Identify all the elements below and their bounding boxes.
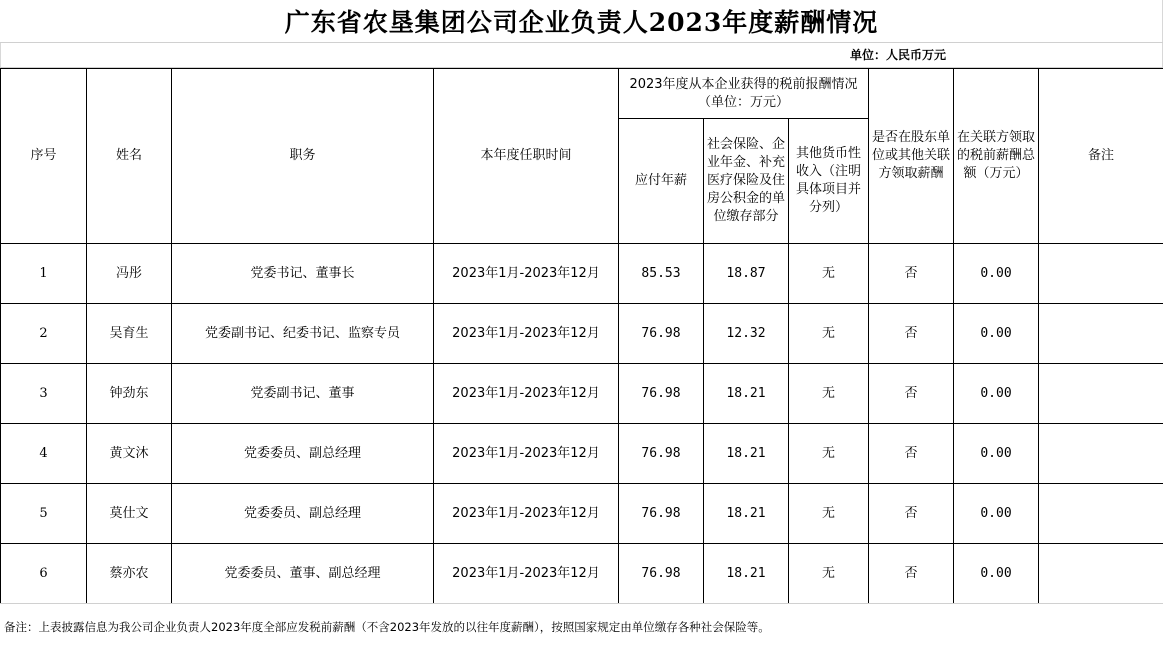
cell-related: 否 xyxy=(869,424,954,484)
cell-seq: 1 xyxy=(1,244,87,304)
cell-related: 否 xyxy=(869,364,954,424)
header-name: 姓名 xyxy=(87,69,172,244)
cell-seq: 3 xyxy=(1,364,87,424)
cell-position: 党委委员、副总经理 xyxy=(172,484,434,544)
header-term: 本年度任职时间 xyxy=(434,69,619,244)
cell-position: 党委副书记、纪委书记、监察专员 xyxy=(172,304,434,364)
cell-term: 2023年1月-2023年12月 xyxy=(434,484,619,544)
page-title: 广东省农垦集团公司企业负责人2023年度薪酬情况 xyxy=(0,0,1163,43)
cell-position: 党委书记、董事长 xyxy=(172,244,434,304)
cell-salary: 76.98 xyxy=(619,544,704,604)
cell-remarks xyxy=(1039,484,1163,544)
table-row xyxy=(1,244,1163,304)
cell-other: 无 xyxy=(789,304,869,364)
unit-label: 单位：人民币万元 xyxy=(850,48,947,62)
header-remarks: 备注 xyxy=(1039,69,1163,244)
table-row xyxy=(1,424,1163,484)
cell-insurance: 18.21 xyxy=(704,424,789,484)
cell-position: 党委委员、副总经理 xyxy=(172,424,434,484)
cell-other: 无 xyxy=(789,364,869,424)
cell-related: 否 xyxy=(869,544,954,604)
cell-name: 黄文沐 xyxy=(87,424,172,484)
salary-table xyxy=(0,68,1163,604)
cell-related-amount: 0.00 xyxy=(954,244,1039,304)
cell-name: 蔡亦农 xyxy=(87,544,172,604)
cell-other: 无 xyxy=(789,544,869,604)
header-related-amount: 在关联方领取的税前薪酬总额（万元） xyxy=(954,69,1039,244)
cell-position: 党委委员、董事、副总经理 xyxy=(172,544,434,604)
table-row xyxy=(1,304,1163,364)
cell-remarks xyxy=(1039,544,1163,604)
cell-term: 2023年1月-2023年12月 xyxy=(434,244,619,304)
cell-other: 无 xyxy=(789,424,869,484)
cell-salary: 76.98 xyxy=(619,364,704,424)
cell-insurance: 12.32 xyxy=(704,304,789,364)
cell-related-amount: 0.00 xyxy=(954,424,1039,484)
cell-remarks xyxy=(1039,364,1163,424)
cell-related-amount: 0.00 xyxy=(954,364,1039,424)
cell-salary: 85.53 xyxy=(619,244,704,304)
header-seq: 序号 xyxy=(1,69,87,244)
header-other-income: 其他货币性收入（注明具体项目并分列） xyxy=(789,119,869,244)
cell-seq: 6 xyxy=(1,544,87,604)
cell-position: 党委副书记、董事 xyxy=(172,364,434,424)
footnote: 备注：上表披露信息为我公司企业负责人2023年度全部应发税前薪酬（不含2023年发放的以往年度薪酬），按照国家规定由单位缴存各种社会保险等。 xyxy=(4,620,770,634)
cell-related-amount: 0.00 xyxy=(954,304,1039,364)
cell-insurance: 18.21 xyxy=(704,364,789,424)
unit-row xyxy=(0,43,1163,68)
table-row xyxy=(1,544,1163,604)
cell-term: 2023年1月-2023年12月 xyxy=(434,364,619,424)
header-position: 职务 xyxy=(172,69,434,244)
cell-name: 钟劲东 xyxy=(87,364,172,424)
cell-remarks xyxy=(1039,244,1163,304)
cell-related: 否 xyxy=(869,484,954,544)
header-pretax-group: 2023年度从本企业获得的税前报酬情况（单位：万元） xyxy=(619,69,869,119)
cell-insurance: 18.21 xyxy=(704,484,789,544)
cell-remarks xyxy=(1039,304,1163,364)
cell-related: 否 xyxy=(869,304,954,364)
cell-insurance: 18.21 xyxy=(704,544,789,604)
cell-salary: 76.98 xyxy=(619,304,704,364)
cell-name: 吴育生 xyxy=(87,304,172,364)
cell-related-amount: 0.00 xyxy=(954,484,1039,544)
header-related-party: 是否在股东单位或其他关联方领取薪酬 xyxy=(869,69,954,244)
header-row xyxy=(1,69,1163,119)
table-row xyxy=(1,364,1163,424)
cell-seq: 4 xyxy=(1,424,87,484)
cell-remarks xyxy=(1039,424,1163,484)
cell-name: 莫仕文 xyxy=(87,484,172,544)
cell-other: 无 xyxy=(789,484,869,544)
divider xyxy=(0,603,1163,604)
cell-term: 2023年1月-2023年12月 xyxy=(434,424,619,484)
header-annual-salary: 应付年薪 xyxy=(619,119,704,244)
cell-salary: 76.98 xyxy=(619,424,704,484)
cell-salary: 76.98 xyxy=(619,484,704,544)
cell-seq: 5 xyxy=(1,484,87,544)
header-social-insurance: 社会保险、企业年金、补充医疗保险及住房公积金的单位缴存部分 xyxy=(704,119,789,244)
cell-name: 冯彤 xyxy=(87,244,172,304)
table-row xyxy=(1,484,1163,544)
cell-term: 2023年1月-2023年12月 xyxy=(434,304,619,364)
cell-seq: 2 xyxy=(1,304,87,364)
cell-term: 2023年1月-2023年12月 xyxy=(434,544,619,604)
cell-related-amount: 0.00 xyxy=(954,544,1039,604)
cell-related: 否 xyxy=(869,244,954,304)
cell-insurance: 18.87 xyxy=(704,244,789,304)
cell-other: 无 xyxy=(789,244,869,304)
